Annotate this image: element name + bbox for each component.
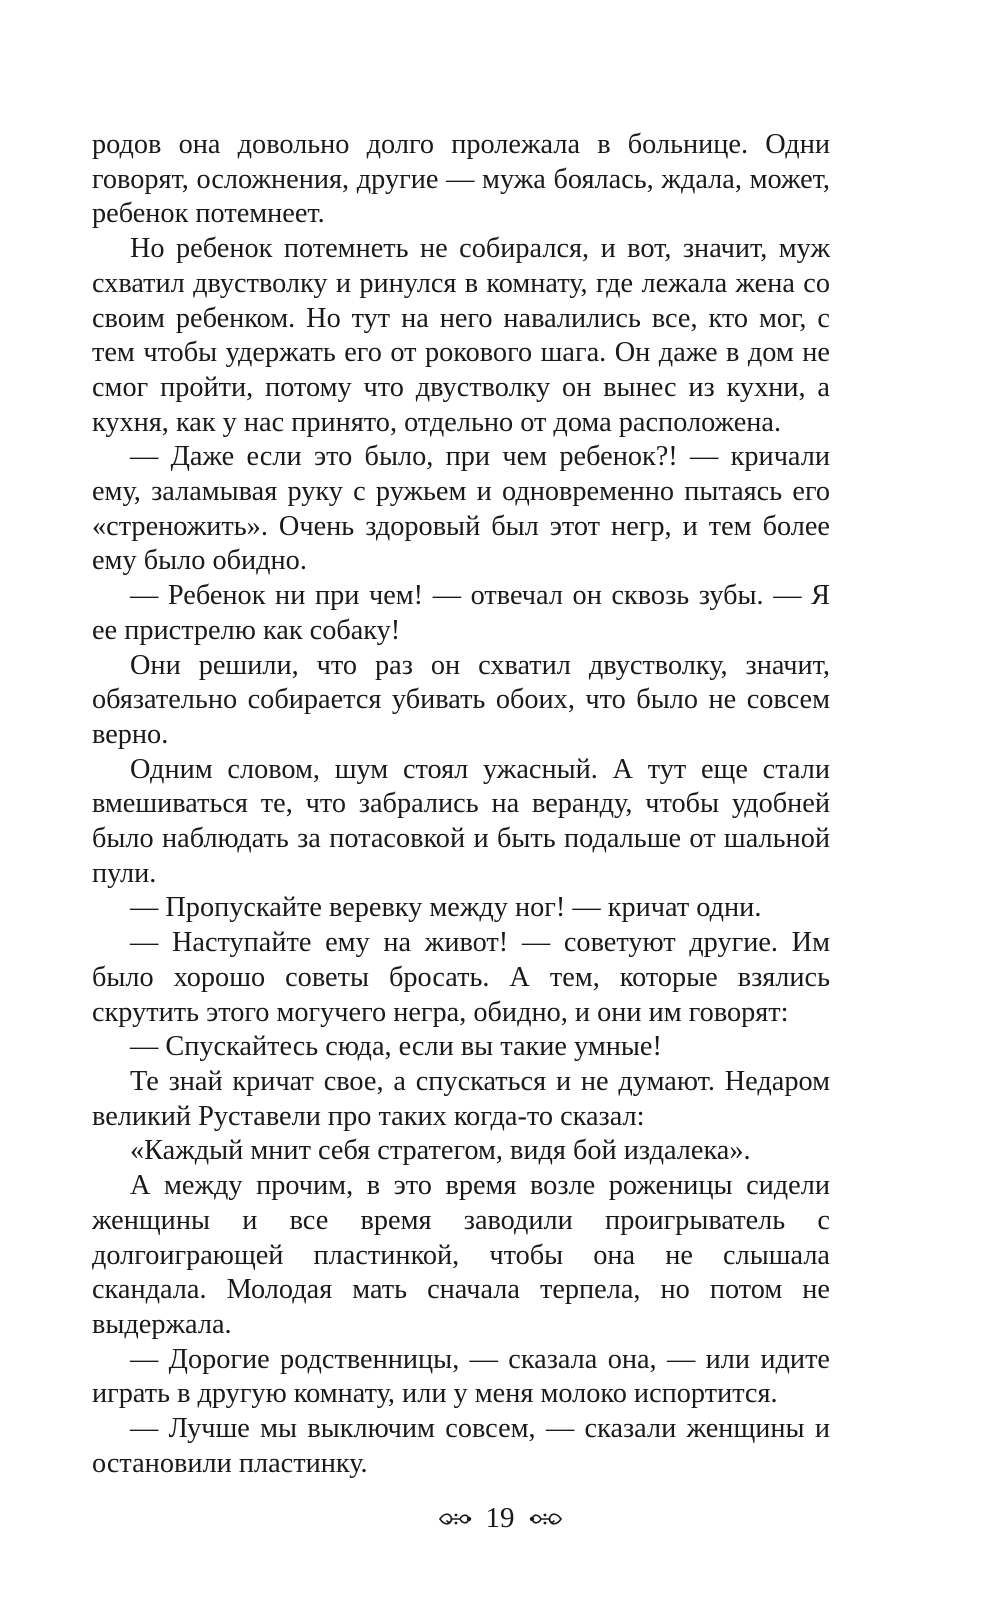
paragraph-2: Но ребенок потемнеть не собирался, и вот, значит, муж схватил двустволку и ринулся в комнату, где лежала жена со своим ребенком. Но тут на него навалились все, кто мог, с тем чтобы удержать его от рокового шага. Он даже в дом не смог пройти, потому что двустволку он вынес из кухни, а кухня, как у нас принято, отдельно от дома расположена.: [92, 233, 830, 438]
paragraph-3: — Даже если это было, при чем ребенок?! — кричали ему, заламывая руку с ружьем и одновременно пытаясь его «стреножить». Очень здоровый был этот негр, и тем более ему было обидно.: [92, 441, 830, 577]
paragraph-14: — Лучше мы выключим совсем, — сказали женщины и остановили пластинку.: [92, 1413, 830, 1479]
paragraph-8: — Наступайте ему на живот! — советуют другие. Им было хорошо советы бросать. А тем, которые взялись скрутить этого могучего негра, обидно, и они им говорят:: [92, 927, 830, 1028]
paragraph-9: — Спускайтесь сюда, если вы такие умные!: [130, 1031, 662, 1063]
fleuron-right-icon: [529, 1509, 563, 1529]
paragraph-11: «Каждый мнит себя стратегом, видя бой издалека».: [130, 1135, 751, 1167]
paragraph-1: родов она довольно долго пролежала в больнице. Одни говорят, осложнения, другие — мужа боялась, ждала, может, ребенок потемнеет.: [92, 129, 830, 230]
paragraph-7: — Пропускайте веревку между ног! — кричат одни.: [130, 892, 762, 924]
paragraph-5: Они решили, что раз он схватил двустволку, значит, обязательно собирается убивать обоих, что было не совсем верно.: [92, 649, 830, 750]
paragraph-10: Те знай кричат свое, а спускаться и не думают. Недаром великий Руставели про таких когда-то сказал:: [92, 1065, 830, 1132]
page-number: 19: [485, 1502, 515, 1534]
paragraph-4: — Ребенок ни при чем! — отвечал он сквозь зубы. — Я ее пристрелю как собаку!: [92, 580, 830, 646]
paragraph-12: А между прочим, в это время возле роженицы сидели женщины и все время заводили проигрыватель с долгоиграющей пластинкой, чтобы она не слышала скандала. Молодая мать сначала терпела, но потом не выдержала.: [92, 1170, 830, 1340]
paragraph-6: Одним словом, шум стоял ужасный. А тут еще стали вмешиваться те, что забрались на веранду, чтобы удобней было наблюдать за потасовкой и быть подальше от шальной пули.: [92, 753, 830, 889]
page-footer: [0, 1502, 1000, 1535]
book-page-body: [92, 128, 830, 1481]
fleuron-left-icon: [438, 1509, 472, 1529]
paragraph-13: — Дорогие родственницы, — сказала она, — или идите играть в другую комнату, или у меня молоко испортится.: [92, 1343, 830, 1410]
